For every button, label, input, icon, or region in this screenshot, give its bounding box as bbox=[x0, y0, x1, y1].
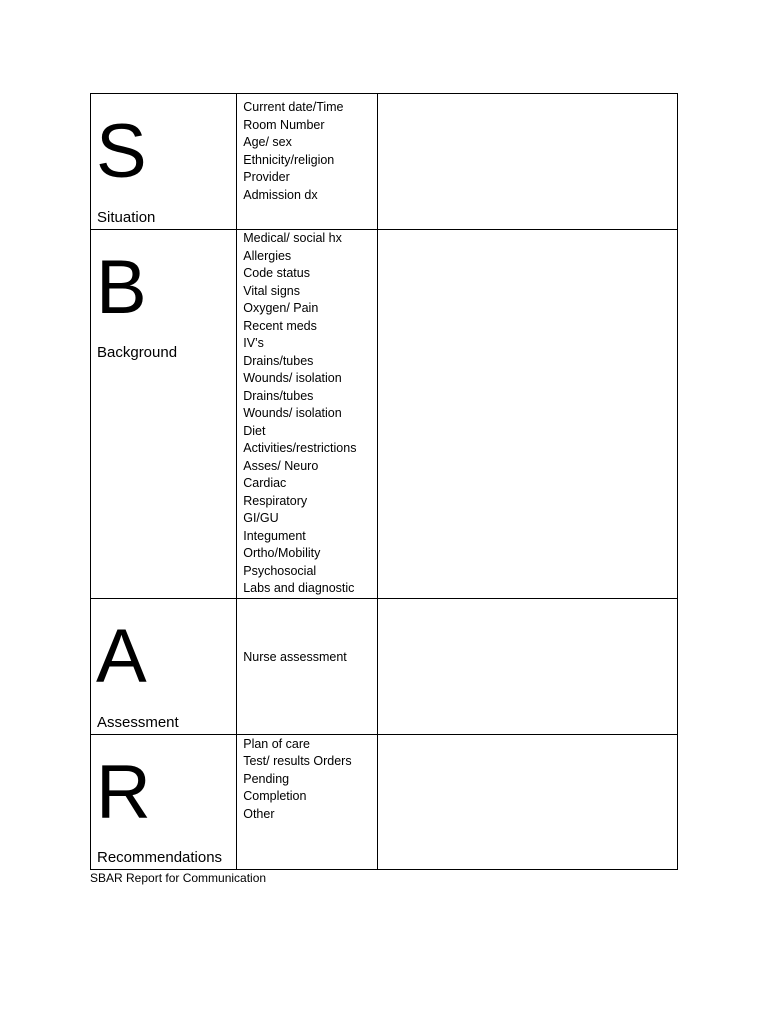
list-item: Respiratory bbox=[243, 493, 308, 508]
list-item: Nurse assessment bbox=[243, 649, 347, 664]
situation-items-cell bbox=[237, 94, 378, 230]
recommendations-row bbox=[91, 734, 678, 869]
list-item: Integument bbox=[243, 528, 306, 543]
list-item: Wounds/ isolation bbox=[243, 406, 342, 420]
recommendations-items-list bbox=[237, 735, 377, 824]
list-item: Provider bbox=[243, 170, 290, 184]
list-item: Cardiac bbox=[243, 476, 287, 490]
situation-items-list bbox=[237, 94, 377, 204]
list-item: Diet bbox=[243, 423, 266, 438]
list-item: Age/ sex bbox=[243, 135, 292, 149]
background-letter: B bbox=[96, 245, 147, 330]
assessment-row bbox=[91, 598, 678, 734]
list-item: Admission dx bbox=[243, 187, 318, 202]
list-item: Other bbox=[243, 806, 275, 821]
background-items-cell bbox=[237, 230, 378, 599]
list-item: Vital signs bbox=[243, 283, 300, 298]
assessment-items-list bbox=[237, 599, 377, 667]
list-item: Allergies bbox=[243, 248, 292, 263]
assessment-notes-cell[interactable] bbox=[378, 598, 678, 734]
situation-letter-cell bbox=[91, 94, 237, 230]
recommendations-label: Recommendations bbox=[97, 848, 223, 866]
list-item: Code status bbox=[243, 266, 310, 280]
situation-letter: S bbox=[96, 109, 147, 194]
list-item: Plan of care bbox=[243, 736, 310, 751]
situation-row bbox=[91, 94, 678, 230]
recommendations-items-cell bbox=[237, 734, 378, 869]
background-row bbox=[91, 230, 678, 599]
table-caption: SBAR Report for Communication bbox=[90, 871, 267, 885]
list-item: Asses/ Neuro bbox=[243, 458, 319, 473]
list-item: Room Number bbox=[243, 117, 325, 132]
recommendations-letter: R bbox=[96, 749, 151, 835]
list-item: Activities/restrictions bbox=[243, 441, 357, 455]
background-notes-cell[interactable] bbox=[378, 230, 678, 599]
situation-notes-cell[interactable] bbox=[378, 94, 678, 230]
list-item: GI/GU bbox=[243, 511, 279, 525]
list-item: Pending bbox=[243, 771, 290, 786]
list-item: Oxygen/ Pain bbox=[243, 301, 319, 315]
assessment-letter: A bbox=[96, 613, 147, 699]
recommendations-letter-cell bbox=[91, 734, 237, 869]
list-item: Ortho/Mobility bbox=[243, 546, 321, 560]
list-item: Current date/Time bbox=[243, 100, 344, 114]
sbar-table bbox=[90, 93, 678, 870]
list-item: IV’s bbox=[243, 336, 264, 350]
situation-label: Situation bbox=[97, 209, 156, 226]
list-item: Medical/ social hx bbox=[243, 231, 342, 245]
background-letter-cell bbox=[91, 230, 237, 599]
list-item: Completion bbox=[243, 789, 307, 803]
background-label: Background bbox=[97, 344, 178, 361]
list-item: Psychosocial bbox=[243, 563, 317, 578]
assessment-letter-cell bbox=[91, 598, 237, 734]
list-item: Recent meds bbox=[243, 318, 317, 333]
list-item: Labs and diagnostic bbox=[243, 581, 355, 595]
list-item: Ethnicity/religion bbox=[243, 152, 335, 167]
recommendations-notes-cell[interactable] bbox=[378, 734, 678, 869]
background-items-list bbox=[237, 230, 377, 598]
list-item: Wounds/ isolation bbox=[243, 371, 342, 385]
list-item: Drains/tubes bbox=[243, 388, 314, 403]
list-item: Drains/tubes bbox=[243, 353, 314, 368]
assessment-items-cell bbox=[237, 598, 378, 734]
list-item: Test/ results Orders bbox=[243, 754, 352, 768]
assessment-label: Assessment bbox=[97, 713, 179, 731]
